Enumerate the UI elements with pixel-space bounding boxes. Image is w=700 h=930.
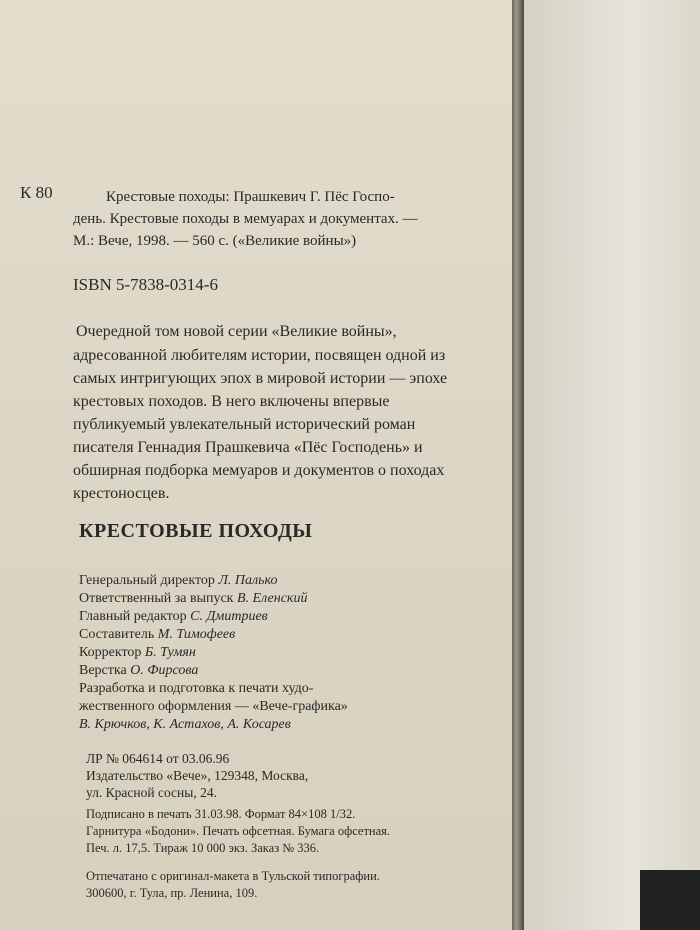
background-corner — [640, 870, 700, 930]
book-spine-edge — [512, 0, 524, 930]
print-info-line: Подписано в печать 31.03.98. Формат 84×108 1/32. — [86, 807, 356, 821]
facing-page — [524, 0, 700, 930]
license-line: Издательство «Вече», 129348, Москва, — [86, 768, 309, 783]
bibliography-line-1: Крестовые походы: Прашкевич Г. Пёс Госпо- — [106, 189, 395, 205]
print-info-line: Гарнитура «Бодони». Печать офсетная. Бумага офсетная. — [86, 824, 391, 838]
annotation-line-1: Очередной том новой серии «Великие войны», — [76, 323, 397, 340]
print-info-line: Печ. л. 17,5. Тираж 10 000 экз. Заказ № 336. — [86, 841, 320, 855]
credit-line: Разработка и подготовка к печати худо- — [79, 681, 314, 696]
credit-line: Главный редактор С. Дмитриев — [79, 609, 268, 624]
annotation-line-7: обширная подборка мемуаров и документов о походах — [73, 462, 445, 479]
printer-line: 300600, г. Тула, пр. Ленина, 109. — [86, 886, 258, 900]
bibliography-line-2: день. Крестовые походы в мемуарах и документах. — — [73, 211, 418, 227]
annotation-line-5: публикуемый увлекательный исторический роман — [73, 416, 416, 433]
annotation-line-4: крестовых походов. В него включены впервые — [73, 393, 390, 410]
credit-line: Верстка О. Фирсова — [79, 663, 199, 678]
annotation-line-6: писателя Геннадия Прашкевича «Пёс Господень» и — [73, 439, 423, 456]
license-line: ЛР № 064614 от 03.06.96 — [86, 751, 230, 766]
credit-line: Генеральный директор Л. Палько — [79, 573, 278, 588]
book-title-heading: КРЕСТОВЫЕ ПОХОДЫ — [79, 520, 313, 542]
credit-line: жественного оформления — «Вече-графика» — [79, 699, 348, 714]
license-line: ул. Красной сосны, 24. — [86, 785, 217, 800]
isbn: ISBN 5-7838-0314-6 — [73, 275, 218, 294]
annotation-line-3: самых интригующих эпох в мировой истории — эпохе — [73, 370, 448, 387]
annotation-line-8: крестоносцев. — [73, 485, 170, 502]
credit-line: Корректор Б. Тумян — [79, 645, 196, 660]
udc-code: К 80 — [20, 183, 53, 202]
credit-line: Ответственный за выпуск В. Еленский — [79, 591, 308, 606]
credit-line: В. Крючков, К. Астахов, А. Косарев — [79, 717, 291, 732]
annotation-line-2: адресованной любителям истории, посвящен одной из — [73, 347, 446, 364]
bibliography-line-3: М.: Вече, 1998. — 560 с. («Великие войны») — [73, 233, 357, 249]
printer-line: Отпечатано с оригинал-макета в Тульской типографии. — [86, 869, 380, 883]
credit-line: Составитель М. Тимофеев — [79, 627, 236, 642]
